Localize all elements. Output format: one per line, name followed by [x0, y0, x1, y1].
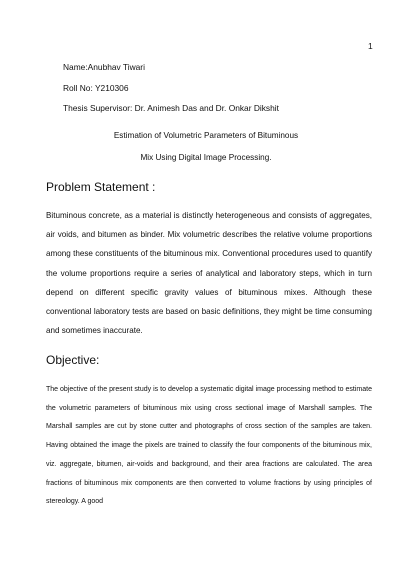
roll-number: Roll No: Y210306: [63, 83, 129, 93]
problem-statement-heading: Problem Statement :: [46, 180, 156, 194]
thesis-title-line-1: Estimation of Volumetric Parameters of Bituminous: [113, 131, 299, 140]
problem-statement-paragraph: Bituminous concrete, as a material is distinctly heterogeneous and consists of aggregates, air voids, and bitumen as binder. Mix volumetric describes the relative volume proportions among these constituents of the bituminous mix. Conventional procedures used to quantify the volume proportions require a series of analytical and laboratory steps, which in turn depend on different specific gravity values of bituminous mixes. Although these conventional laboratory tests are based on basic definitions, they might be time consuming and sometimes inaccurate.: [46, 211, 372, 336]
objective-paragraph: The objective of the present study is to develop a systematic digital image processing method to estimate the volumetric parameters of bituminous mix using cross sectional image of Marshall samples. The Marshall samples are cut by stone cutter and photographs of cross section of the samples are taken. Having obtained the image the pixels are trained to classify the four components of the bituminous mix, viz. aggregate, bitumen, air-voids and background, and their area fractions are calculated. The area fractions of bituminous mix components are then converted to volume fractions by using principles of stereology. A good: [46, 386, 372, 506]
thesis-title-line-2: Mix Using Digital Image Processing.: [140, 153, 272, 162]
thesis-supervisor: Thesis Supervisor: Dr. Animesh Das and Dr. Onkar Dikshit: [63, 103, 279, 113]
author-name: Name:Anubhav Tiwari: [63, 62, 145, 72]
page-number: 1: [368, 41, 373, 51]
objective-heading: Objective:: [46, 353, 100, 367]
